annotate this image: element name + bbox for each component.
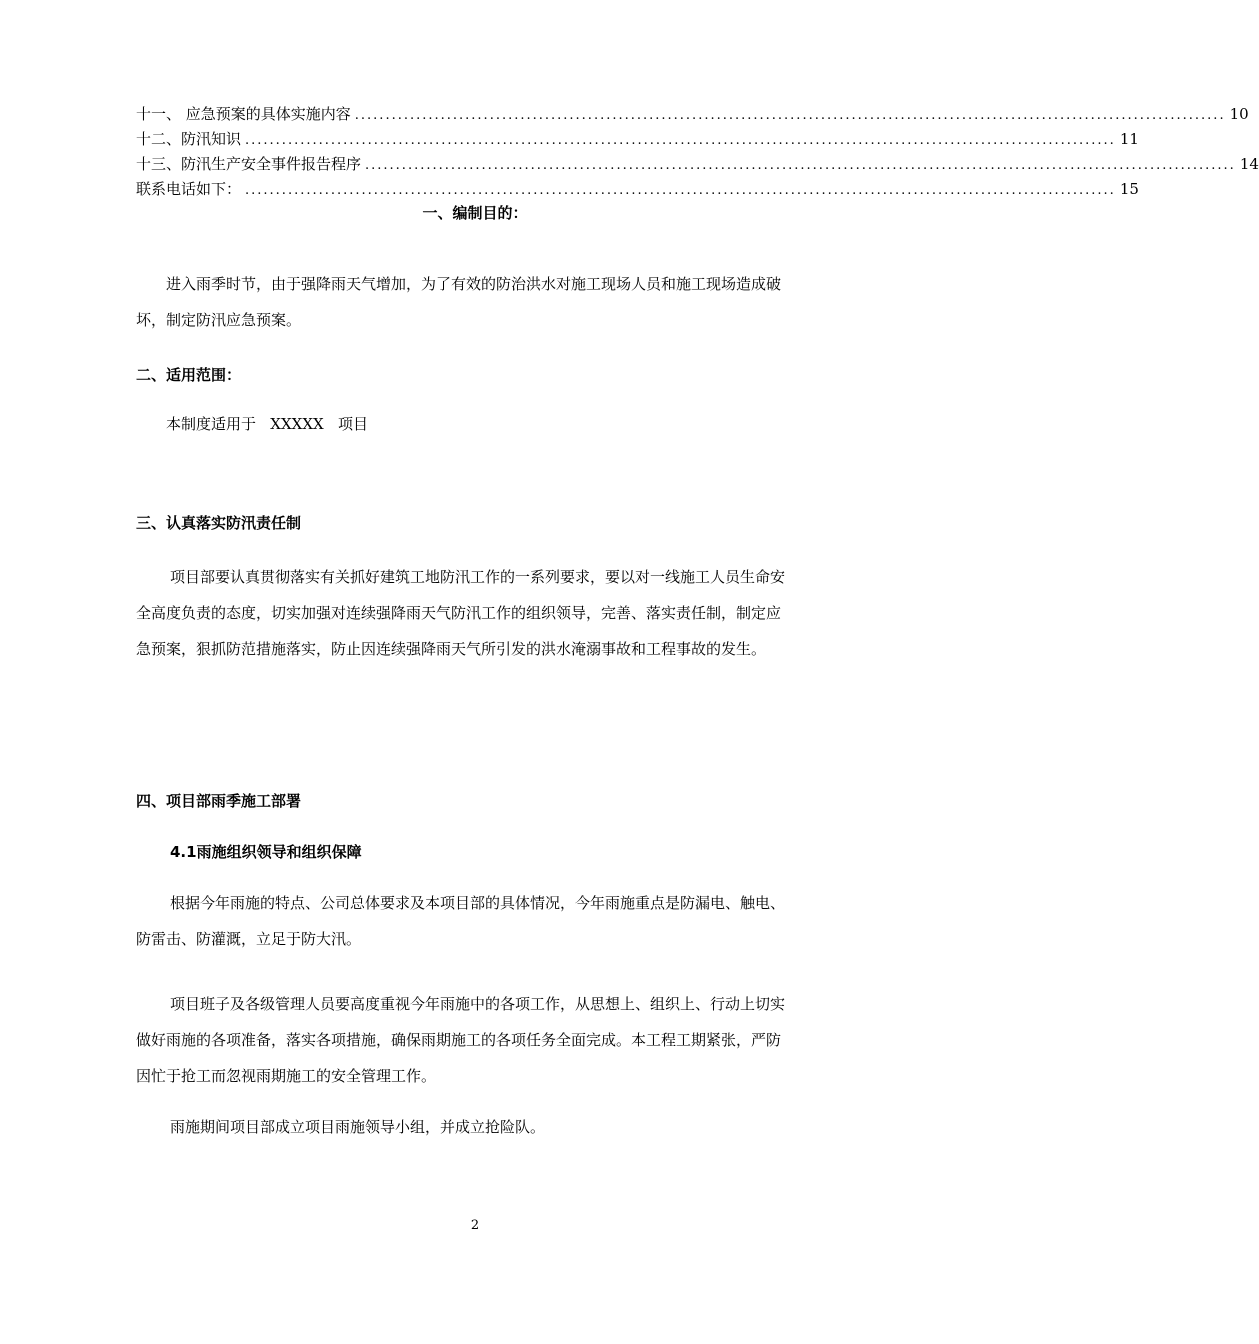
paragraph-rain-focus: 根据今年雨施的特点、公司总体要求及本项目部的具体情况，今年雨施重点是防漏电、触电、防雷击、防灌溉，立足于防大汛。 bbox=[136, 894, 786, 948]
section-heading-responsibility: 三、认真落实防汛责任制 bbox=[136, 514, 302, 532]
paragraph-management: 项目班子及各级管理人员要高度重视今年雨施中的各项工作，从思想上、组织上、行动上切实做好雨施的各项准备，落实各项措施，确保雨期施工的各项任务全面完成。本工程工期紧张，严防因忙于抢工而忽视雨期施工的安全管理工作。 bbox=[136, 995, 786, 1085]
toc-leader-dots: .............................................................................................................................................. bbox=[365, 158, 1236, 173]
toc-entry-page: 14 bbox=[1239, 155, 1259, 173]
toc-leader-dots: .............................................................................................................................................. bbox=[245, 133, 1116, 148]
section-heading-deployment: 四、项目部雨季施工部署 bbox=[136, 792, 302, 810]
page-number: 2 bbox=[470, 1218, 480, 1233]
toc-entry[interactable] bbox=[136, 177, 1139, 202]
toc-entry-title: 十三、防汛生产安全事件报告程序 bbox=[136, 155, 362, 173]
section-heading-scope: 二、适用范围： bbox=[136, 366, 242, 384]
toc-entry-title: 十一、 应急预案的具体实施内容 bbox=[136, 105, 351, 123]
toc-entry[interactable] bbox=[136, 152, 1259, 177]
section-body-scope: 本制度适用于 XXXXX 项目 bbox=[166, 415, 369, 433]
toc-leader-dots: .............................................................................................................................................. bbox=[354, 108, 1226, 123]
section-body-responsibility: 项目部要认真贯彻落实有关抓好建筑工地防汛工作的一系列要求，要以对一线施工人员生命安全高度负责的态度，切实加强对连续强降雨天气防汛工作的组织领导，完善、落实责任制，制定应急预案，狠抓防范措施落实，防止因连续强降雨天气所引发的洪水淹溺事故和工程事故的发生。 bbox=[136, 568, 786, 658]
toc-entry-page: 15 bbox=[1119, 180, 1139, 198]
toc-entry-page: 11 bbox=[1119, 130, 1139, 148]
toc-entry-title: 十二、防汛知识 bbox=[136, 130, 242, 148]
section-body-purpose: 进入雨季时节，由于强降雨天气增加，为了有效的防治洪水对施工现场人员和施工现场造成破坏，制定防汛应急预案。 bbox=[136, 275, 782, 329]
section-heading-purpose: 一、编制目的： bbox=[422, 204, 528, 222]
table-of-contents bbox=[136, 102, 1259, 202]
toc-entry-page: 10 bbox=[1229, 105, 1249, 123]
subsection-heading-organization: 4.1雨施组织领导和组织保障 bbox=[170, 843, 362, 861]
toc-entry[interactable] bbox=[136, 127, 1139, 152]
paragraph-leadership-group: 雨施期间项目部成立项目雨施领导小组，并成立抢险队。 bbox=[170, 1118, 546, 1136]
toc-entry-title: 联系电话如下： bbox=[136, 180, 242, 198]
toc-entry[interactable] bbox=[136, 102, 1249, 127]
toc-leader-dots: .............................................................................................................................................. bbox=[245, 183, 1116, 198]
